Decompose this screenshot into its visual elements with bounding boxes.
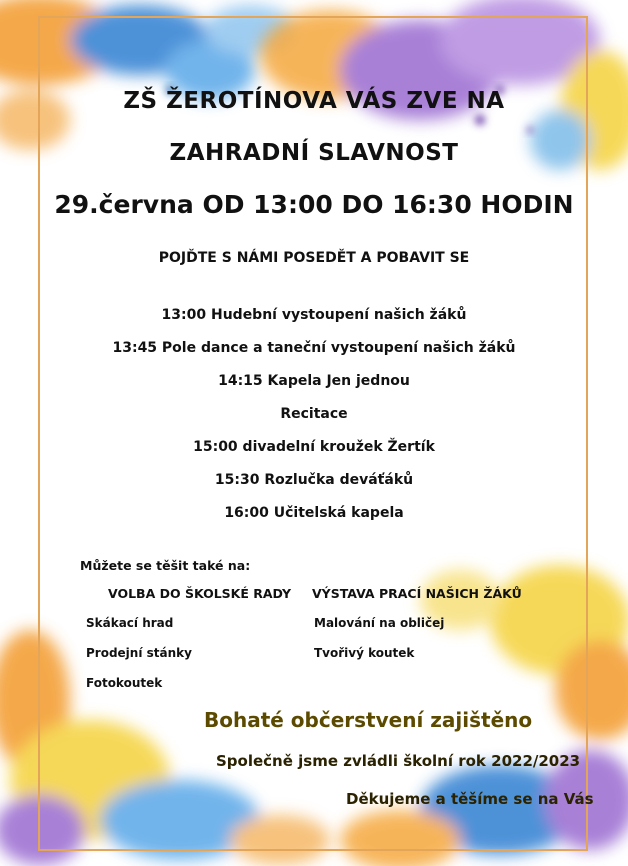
refreshments-text: Bohaté občerstvení zajištěno (204, 708, 533, 732)
extras-right-item: Malování na obličej (314, 616, 445, 630)
program-item: 14:15 Kapela Jen jednou (218, 373, 410, 389)
title-line-1: ZŠ ŽEROTÍNOVA VÁS ZVE NA (123, 88, 505, 114)
title-line-2: ZAHRADNÍ SLAVNOST (169, 140, 459, 166)
extras-right-item: Tvořivý koutek (314, 646, 415, 660)
program-item: 13:00 Hudební vystoupení našich žáků (161, 307, 467, 323)
program-item: 15:30 Rozlučka deváťáků (214, 472, 414, 488)
program-item: Recitace (280, 406, 348, 422)
program-item: 16:00 Učitelská kapela (224, 505, 404, 521)
program-item: 13:45 Pole dance a taneční vystoupení našich žáků (112, 340, 516, 356)
invite-text: POJĎTE S NÁMI POSEDĚT A POBAVIT SE (158, 250, 470, 266)
event-date: 29.června OD 13:00 DO 16:30 HODIN (54, 190, 574, 219)
extras-heading: Můžete se těšit také na: (80, 558, 251, 573)
extras-left-item: Skákací hrad (86, 616, 174, 630)
extras-left-item: VOLBA DO ŠKOLSKÉ RADY (108, 586, 292, 601)
program-item: 15:00 divadelní kroužek Žertík (193, 439, 435, 455)
closing-line-2: Děkujeme a těšíme se na Vás (346, 790, 594, 808)
extras-right-item: VÝSTAVA PRACÍ NAŠICH ŽÁKŮ (312, 586, 522, 601)
extras-left-item: Prodejní stánky (86, 646, 192, 660)
closing-line-1: Společně jsme zvládli školní rok 2022/2023 (216, 752, 581, 770)
extras-left-item: Fotokoutek (86, 676, 163, 690)
